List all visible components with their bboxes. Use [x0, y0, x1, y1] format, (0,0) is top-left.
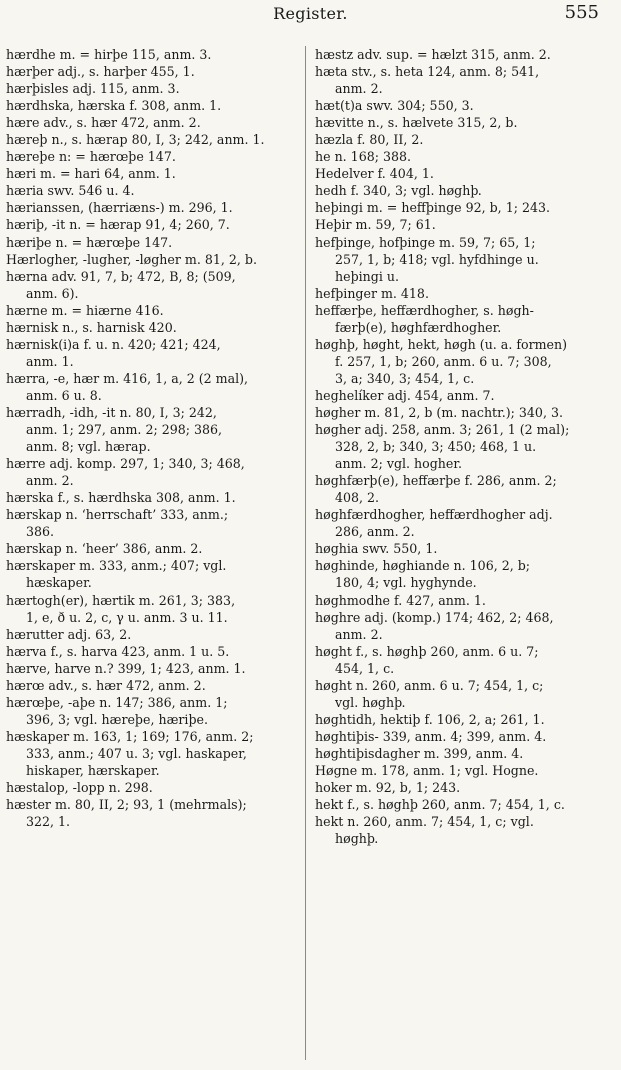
index-entry: [315, 165, 611, 182]
entry-continuation-line: færþ(e), høghfærdhogher.: [335, 319, 502, 335]
entry-headword-line: hæstz adv. sup. = hælzt 315, anm. 2.: [315, 47, 551, 62]
entry-headword-line: hærtogh(er), hærtik m. 261, 3; 383,: [6, 592, 236, 608]
entry-headword-line: hærnisk(i)a f. u. n. 420; 421; 424,: [6, 336, 221, 352]
index-entry: [6, 677, 302, 694]
entry-headword-line: he n. 168; 388.: [315, 149, 412, 165]
entry-headword-line: hefþinge, hofþinge m. 59, 7; 65, 1;: [315, 234, 536, 250]
entry-headword-line: hæskaper m. 163, 1; 169; 176, anm. 2;: [6, 728, 254, 744]
index-entry: [315, 63, 611, 97]
entry-headword-line: hæster m. 80, II, 2; 93, 1 (mehrmals);: [6, 797, 247, 813]
index-entry: [6, 302, 302, 319]
entry-continuation-line: 1, e, ð u. 2, c, γ u. anm. 3 u. 11.: [26, 609, 228, 625]
entry-headword-line: høghfærþ(e), heffærþe f. 286, anm. 2;: [315, 473, 557, 489]
index-entry: [6, 489, 302, 506]
entry-headword-line: hefþinger m. 418.: [315, 285, 429, 301]
index-entry: [6, 165, 302, 182]
index-entry: [315, 46, 611, 63]
index-entry: [315, 387, 611, 404]
entry-continuation-line: anm. 2.: [335, 626, 383, 642]
index-entry: [6, 234, 302, 251]
index-entry: [315, 131, 611, 148]
entry-headword-line: høghþ, høght, hekt, høgh (u. a. formen): [315, 336, 568, 352]
entry-headword-line: hærutter adj. 63, 2.: [6, 626, 132, 642]
entry-continuation-line: høghþ.: [335, 831, 379, 847]
entry-headword-line: Hedelver f. 404, 1.: [315, 166, 434, 182]
entry-headword-line: hærradh, -idh, -it n. 80, I, 3; 242,: [6, 404, 217, 420]
index-entry: [6, 626, 302, 643]
index-entry: [6, 660, 302, 677]
index-entry: [315, 114, 611, 131]
entry-continuation-line: anm. 6 u. 8.: [26, 387, 102, 403]
index-entry: [315, 540, 611, 557]
index-entry: [315, 404, 611, 421]
entry-continuation-line: heþingi u.: [335, 268, 399, 284]
entry-continuation-line: anm. 1.: [26, 353, 74, 369]
entry-headword-line: Høgne m. 178, anm. 1; vgl. Hogne.: [315, 762, 539, 778]
index-entry: [6, 643, 302, 660]
entry-continuation-line: 333, anm.; 407 u. 3; vgl. haskaper,: [26, 745, 247, 761]
index-entry: [315, 745, 611, 762]
entry-headword-line: hæriþe n. = hærœþe 147.: [6, 234, 173, 250]
entry-continuation-line: hiskaper, hærskaper.: [26, 762, 160, 778]
entry-headword-line: hærdhe m. = hirþe 115, anm. 3.: [6, 47, 212, 62]
entry-headword-line: hærna adv. 91, 7, b; 472, B, 8; (509,: [6, 268, 236, 284]
index-entry: [6, 268, 302, 302]
index-entry: [315, 796, 611, 813]
entry-headword-line: hæreþe n: = hærœþe 147.: [6, 149, 176, 165]
entry-headword-line: hekt f., s. høghþ 260, anm. 7; 454, 1, c.: [315, 797, 565, 813]
entry-headword-line: hæzla f. 80, II, 2.: [315, 132, 424, 148]
index-entry: [6, 540, 302, 557]
entry-headword-line: hærre adj. komp. 297, 1; 340, 3; 468,: [6, 456, 245, 472]
entry-headword-line: høghre adj. (komp.) 174; 462, 2; 468,: [315, 609, 554, 625]
index-entry: [315, 234, 611, 285]
index-entry: [315, 643, 611, 677]
index-entry: [6, 114, 302, 131]
entry-headword-line: hærskap n. ‘heer’ 386, anm. 2.: [6, 541, 203, 557]
page-number: 555: [564, 2, 599, 23]
entry-headword-line: hekt n. 260, anm. 7; 454, 1, c; vgl.: [315, 814, 534, 830]
entry-continuation-line: 396, 3; vgl. hæreþe, hæriþe.: [26, 711, 208, 727]
index-entry: [6, 216, 302, 233]
entry-headword-line: høghtiþisdagher m. 399, anm. 4.: [315, 745, 524, 761]
entry-continuation-line: 286, anm. 2.: [335, 524, 415, 540]
entry-continuation-line: 3, a; 340, 3; 454, 1, c.: [335, 370, 475, 386]
entry-headword-line: hærnisk n., s. harnisk 420.: [6, 319, 177, 335]
entry-headword-line: høghinde, høghiande n. 106, 2, b;: [315, 558, 531, 574]
left-index-column: [6, 46, 302, 830]
index-entry: [315, 472, 611, 506]
entry-headword-line: hæriþ, -it n. = hærap 91, 4; 260, 7.: [6, 217, 230, 233]
entry-headword-line: hæreþ n., s. hærap 80, I, 3; 242, anm. 1.: [6, 132, 265, 148]
index-entry: [315, 506, 611, 540]
entry-continuation-line: anm. 2.: [26, 473, 74, 489]
index-entry: [315, 557, 611, 591]
index-entry: [6, 131, 302, 148]
entry-headword-line: hære adv., s. hær 472, anm. 2.: [6, 115, 201, 131]
entry-headword-line: hærœ adv., s. hær 472, anm. 2.: [6, 677, 206, 693]
entry-headword-line: høghfærdhogher, heffærdhogher adj.: [315, 507, 553, 523]
index-entry: [6, 63, 302, 80]
entry-headword-line: Heþir m. 59, 7; 61.: [315, 217, 436, 233]
index-entry: [6, 97, 302, 114]
index-entry: [6, 796, 302, 830]
entry-headword-line: Hærlogher, -lugher, -løgher m. 81, 2, b.: [6, 251, 257, 267]
entry-headword-line: hærdhska, hærska f. 308, anm. 1.: [6, 98, 222, 114]
index-entry: [315, 199, 611, 216]
entry-headword-line: hærianssen, (hærriæns-) m. 296, 1.: [6, 200, 233, 216]
index-entry: [315, 336, 611, 387]
index-entry: [315, 711, 611, 728]
entry-headword-line: hæria swv. 546 u. 4.: [6, 183, 135, 199]
index-entry: [315, 813, 611, 847]
entry-headword-line: høght f., s. høghþ 260, anm. 6 u. 7;: [315, 643, 539, 659]
index-entry: [315, 182, 611, 199]
index-entry: [6, 148, 302, 165]
index-entry: [315, 97, 611, 114]
entry-continuation-line: f. 257, 1, b; 260, anm. 6 u. 7; 308,: [335, 353, 552, 369]
entry-continuation-line: 180, 4; vgl. hyghynde.: [335, 575, 477, 591]
index-entry: [315, 592, 611, 609]
entry-headword-line: høght n. 260, anm. 6 u. 7; 454, 1, c;: [315, 677, 544, 693]
entry-headword-line: hærskap n. ‘herrschaft’ 333, anm.;: [6, 507, 229, 523]
index-entry: [315, 609, 611, 643]
index-entry: [6, 592, 302, 626]
page-header-title: Register.: [273, 4, 348, 23]
entry-continuation-line: anm. 2.: [335, 81, 383, 97]
entry-headword-line: høghtidh, hektiþ f. 106, 2, a; 261, 1.: [315, 711, 545, 727]
index-entry: [6, 557, 302, 591]
entry-headword-line: hæt(t)a swv. 304; 550, 3.: [315, 98, 474, 114]
entry-headword-line: høghtiþis- 339, anm. 4; 399, anm. 4.: [315, 728, 547, 744]
entry-continuation-line: 322, 1.: [26, 814, 71, 830]
index-entry: [315, 302, 611, 336]
entry-headword-line: hærne m. = hiærne 416.: [6, 302, 164, 318]
index-entry: [6, 46, 302, 63]
right-index-column: [315, 46, 611, 847]
entry-headword-line: hedh f. 340, 3; vgl. høghþ.: [315, 183, 482, 199]
index-entry: [6, 251, 302, 268]
entry-headword-line: hærœþe, -aþe n. 147; 386, anm. 1;: [6, 694, 228, 710]
entry-continuation-line: anm. 6).: [26, 285, 79, 301]
entry-headword-line: hævitte n., s. hælvete 315, 2, b.: [315, 115, 518, 131]
index-entry: [6, 319, 302, 336]
entry-continuation-line: hæskaper.: [26, 575, 92, 591]
entry-headword-line: hærþer adj., s. harþer 455, 1.: [6, 64, 195, 80]
entry-headword-line: heffærþe, heffærdhogher, s. høgh-: [315, 302, 534, 318]
entry-continuation-line: 257, 1, b; 418; vgl. hyfdhinge u.: [335, 251, 539, 267]
entry-continuation-line: 386.: [26, 524, 55, 540]
entry-headword-line: hærskaper m. 333, anm.; 407; vgl.: [6, 558, 227, 574]
entry-headword-line: heghelíker adj. 454, anm. 7.: [315, 387, 495, 403]
entry-headword-line: hæta stv., s. heta 124, anm. 8; 541,: [315, 64, 540, 80]
entry-headword-line: heþingi m. = heffþinge 92, b, 1; 243.: [315, 200, 550, 216]
index-entry: [6, 80, 302, 97]
index-entry: [6, 779, 302, 796]
index-entry: [6, 336, 302, 370]
index-entry: [315, 762, 611, 779]
entry-continuation-line: vgl. høghþ.: [335, 694, 406, 710]
entry-headword-line: høgher m. 81, 2, b (m. nachtr.); 340, 3.: [315, 404, 563, 420]
entry-headword-line: høghia swv. 550, 1.: [315, 541, 438, 557]
column-divider: [305, 46, 306, 1060]
index-entry: [6, 455, 302, 489]
index-entry: [6, 199, 302, 216]
entry-headword-line: hæri m. = hari 64, anm. 1.: [6, 166, 176, 182]
entry-continuation-line: 328, 2, b; 340, 3; 450; 468, 1 u.: [335, 439, 537, 455]
entry-headword-line: høghmodhe f. 427, anm. 1.: [315, 592, 486, 608]
index-entry: [6, 404, 302, 455]
entry-headword-line: hoker m. 92, b, 1; 243.: [315, 780, 461, 796]
index-entry: [6, 506, 302, 540]
index-entry: [315, 779, 611, 796]
entry-continuation-line: anm. 8; vgl. hærap.: [26, 439, 151, 455]
entry-continuation-line: 408, 2.: [335, 490, 380, 506]
index-entry: [315, 421, 611, 472]
entry-headword-line: hæstalop, -lopp n. 298.: [6, 780, 153, 796]
entry-continuation-line: anm. 1; 297, anm. 2; 298; 386,: [26, 422, 223, 438]
index-entry: [315, 728, 611, 745]
index-entry: [6, 694, 302, 728]
entry-headword-line: hærra, -e, hær m. 416, 1, a, 2 (2 mal),: [6, 370, 249, 386]
entry-continuation-line: 454, 1, c.: [335, 660, 395, 676]
entry-headword-line: hærþisles adj. 115, anm. 3.: [6, 81, 180, 97]
index-entry: [315, 148, 611, 165]
index-entry: [315, 677, 611, 711]
index-entry: [6, 182, 302, 199]
entry-headword-line: høgher adj. 258, anm. 3; 261, 1 (2 mal);: [315, 422, 570, 438]
index-entry: [6, 728, 302, 779]
index-entry: [6, 370, 302, 404]
entry-headword-line: hærve, harve n.? 399, 1; 423, anm. 1.: [6, 660, 246, 676]
entry-headword-line: hærva f., s. harva 423, anm. 1 u. 5.: [6, 643, 230, 659]
index-entry: [315, 285, 611, 302]
index-entry: [315, 216, 611, 233]
entry-continuation-line: anm. 2; vgl. hogher.: [335, 456, 462, 472]
entry-headword-line: hærska f., s. hærdhska 308, anm. 1.: [6, 490, 236, 506]
